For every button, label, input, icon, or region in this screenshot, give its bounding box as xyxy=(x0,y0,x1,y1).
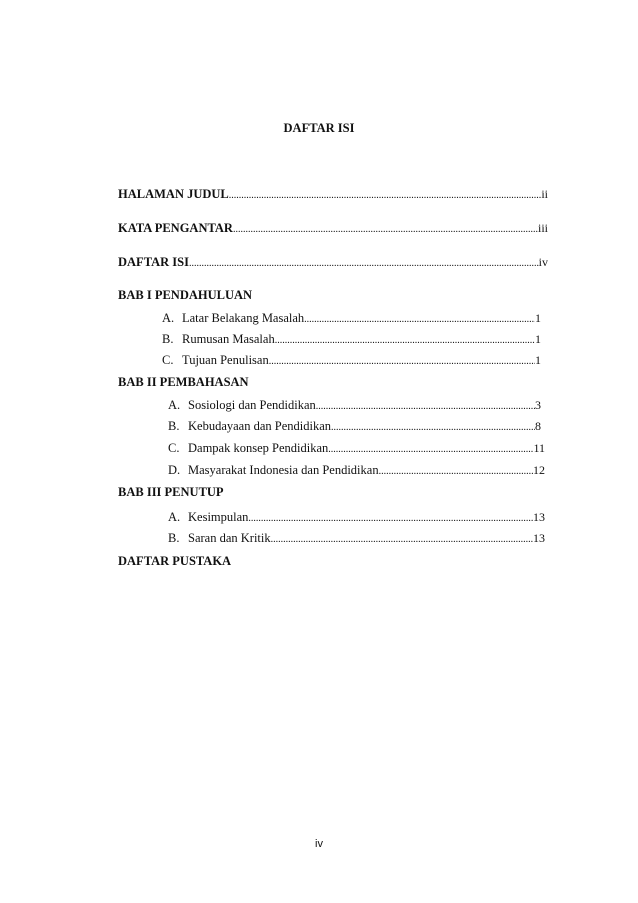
dot-leader xyxy=(379,464,533,480)
toc-entry-daftar-pustaka[interactable]: DAFTAR PUSTAKA xyxy=(118,554,232,568)
item-text: Latar Belakang Masalah xyxy=(182,311,305,325)
toc-subentry-page: 11 xyxy=(533,441,545,455)
chapter-heading[interactable]: BAB III PENUTUP xyxy=(118,485,224,499)
page-title: DAFTAR ISI xyxy=(283,121,355,135)
toc-subentry-label xyxy=(162,310,304,326)
item-text: Rumusan Masalah xyxy=(182,332,275,346)
toc-subentry-page: 3 xyxy=(535,398,541,412)
item-text: Sosiologi dan Pendidikan xyxy=(188,398,316,412)
toc-subentry[interactable] xyxy=(168,509,545,527)
item-text: Tujuan Penulisan xyxy=(182,353,269,367)
toc-entry-kata-pengantar[interactable] xyxy=(118,220,548,238)
item-letter: A. xyxy=(168,398,181,412)
toc-subentry[interactable] xyxy=(168,397,541,415)
toc-subentry[interactable] xyxy=(168,440,545,458)
toc-subentry[interactable] xyxy=(162,331,541,349)
item-letter: B. xyxy=(168,531,180,545)
chapter-heading[interactable]: BAB II PEMBAHASAN xyxy=(118,375,249,389)
item-text: Kesimpulan xyxy=(188,510,249,524)
item-letter: C. xyxy=(162,353,174,367)
dot-leader xyxy=(275,333,535,349)
toc-entry-label: DAFTAR ISI xyxy=(118,255,189,269)
toc-subentry[interactable] xyxy=(168,418,541,436)
item-text: Dampak konsep Pendidikan xyxy=(188,441,329,455)
toc-subentry-label xyxy=(168,509,248,525)
toc-subentry[interactable] xyxy=(162,310,541,328)
dot-leader xyxy=(248,511,533,527)
toc-subentry-page: 13 xyxy=(533,510,545,524)
toc-subentry-label xyxy=(168,440,328,456)
item-letter: C. xyxy=(168,441,180,455)
toc-entry-page: iii xyxy=(537,221,548,235)
dot-leader xyxy=(189,256,539,272)
toc-subentry[interactable] xyxy=(168,462,545,480)
chapter-heading[interactable]: BAB I PENDAHULUAN xyxy=(118,288,253,302)
toc-subentry-label xyxy=(168,418,331,434)
page-number: iv xyxy=(315,838,323,850)
dot-leader xyxy=(328,442,533,458)
dot-leader xyxy=(229,188,542,204)
toc-subentry-page: 1 xyxy=(535,353,541,367)
item-letter: D. xyxy=(168,463,181,477)
dot-leader xyxy=(304,312,535,328)
item-letter: A. xyxy=(162,311,175,325)
toc-subentry-label xyxy=(168,397,316,413)
dot-leader xyxy=(269,354,535,370)
dot-leader xyxy=(316,399,535,415)
toc-subentry-page: 13 xyxy=(533,531,545,545)
toc-subentry-page: 8 xyxy=(535,419,541,433)
toc-subentry-label xyxy=(162,331,275,347)
item-letter: B. xyxy=(162,332,174,346)
toc-entry-page: iv xyxy=(538,255,548,269)
toc-subentry-label xyxy=(168,462,379,478)
toc-subentry[interactable] xyxy=(168,530,545,548)
toc-entry-page: ii xyxy=(541,187,548,201)
toc-entry-label: HALAMAN JUDUL xyxy=(118,187,229,201)
item-letter: A. xyxy=(168,510,181,524)
toc-subentry-page: 12 xyxy=(533,463,545,477)
toc-subentry-page: 1 xyxy=(535,332,541,346)
toc-entry-daftar-isi[interactable] xyxy=(118,254,548,272)
toc-subentry-label xyxy=(162,352,269,368)
toc-subentry[interactable] xyxy=(162,352,541,370)
toc-subentry-label xyxy=(168,530,271,546)
toc-entry-label: KATA PENGANTAR xyxy=(118,221,233,235)
item-text: Kebudayaan dan Pendidikan xyxy=(188,419,332,433)
dot-leader xyxy=(233,222,538,238)
item-text: Masyarakat Indonesia dan Pendidikan xyxy=(188,463,379,477)
dot-leader xyxy=(271,532,533,548)
dot-leader xyxy=(331,420,535,436)
toc-entry-halaman-judul[interactable] xyxy=(118,186,548,204)
item-letter: B. xyxy=(168,419,180,433)
toc-subentry-page: 1 xyxy=(535,311,541,325)
item-text: Saran dan Kritik xyxy=(188,531,271,545)
